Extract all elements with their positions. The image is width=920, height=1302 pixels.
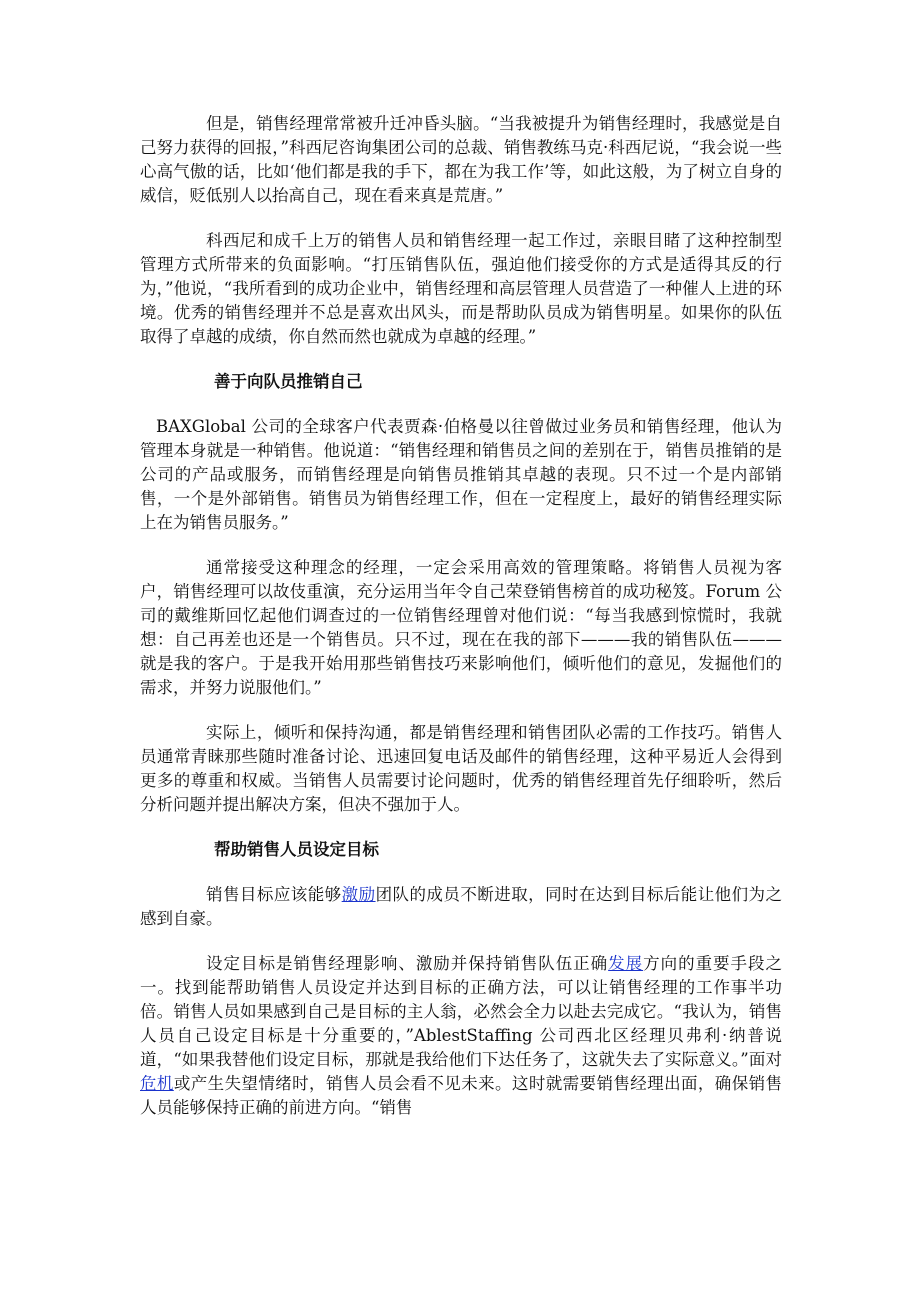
paragraph: BAXGlobal 公司的全球客户代表贾森·伯格曼以往曾做过业务员和销售经理，他认为管理本身就是一种销售。他说道：“销售经理和销售员之间的差别在于，销售员推销的是公司的产品或服务，而销售经理是向销售员推销其卓越的表现。只不过一个是内部销售，一个是外部销售。销售员为销售经理工作，但在一定程度上，最好的销售经理实际上在为销售员服务。”	[140, 417, 782, 532]
paragraph-text: 或产生失望情绪时，销售人员会看不见未来。这时就需要销售经理出面，确保销售人员能够保持正确的前进方向。“销售	[140, 1074, 783, 1117]
paragraph	[140, 952, 782, 1120]
paragraph-text: 设定目标是销售经理影响、激励并保持销售队伍正确	[206, 954, 609, 973]
document-body	[140, 112, 782, 1141]
paragraph	[140, 883, 782, 931]
paragraph: 实际上，倾听和保持沟通，都是销售经理和销售团队必需的工作技巧。销售人员通常青睐那些随时准备讨论、迅速回复电话及邮件的销售经理，这种平易近人会得到更多的尊重和权威。当销售人员需要讨论问题时，优秀的销售经理首先仔细聆听，然后分析问题并提出解决方案，但决不强加于人。	[140, 723, 782, 814]
paragraph: 通常接受这种理念的经理，一定会采用高效的管理策略。将销售人员视为客户，销售经理可以故伎重演，充分运用当年令自己荣登销售榜首的成功秘笈。Forum 公司的戴维斯回忆起他们调查过的一位销售经理曾对他们说：“每当我感到惊慌时，我就想：自己再差也还是一个销售员。只不过，现在在我的部下———我的销售队伍———就是我的客户。于是我开始用那些销售技巧来影响他们，倾听他们的意见，发掘他们的需求，并努力说服他们。”	[140, 558, 782, 697]
link-motivate[interactable]: 激励	[341, 885, 376, 904]
link-crisis[interactable]: 危机	[140, 1074, 174, 1093]
paragraph-text: 方向的重要手段之一。找到能帮助销售人员设定并达到目标的正确方法，可以让销售经理的工作事半功倍。销售人员如果感到自己是目标的主人翁，必然会全力以赴去完成它。“我认为，销售人员自己设定目标是十分重要的，”AblestStaffing 公司西北区经理贝弗利·纳普说道，“如果我替他们设定目标，那就是我给他们下达任务了，这就失去了实际意义。”面对	[140, 954, 782, 1069]
section-heading: 帮助销售人员设定目标	[214, 840, 379, 859]
paragraph: 但是，销售经理常常被升迁冲昏头脑。“当我被提升为销售经理时，我感觉是自己努力获得的回报，”科西尼咨询集团公司的总裁、销售教练马克·科西尼说，“我会说一些心高气傲的话，比如‘他们都是我的手下，都在为我工作’等，如此这般，为了树立自身的威信，贬低别人以抬高自己，现在看来真是荒唐。”	[140, 114, 782, 205]
link-development[interactable]: 发展	[608, 954, 644, 973]
paragraph-text: 销售目标应该能够	[206, 885, 342, 904]
paragraph: 科西尼和成千上万的销售人员和销售经理一起工作过，亲眼目睹了这种控制型管理方式所带来的负面影响。“打压销售队伍，强迫他们接受你的方式是适得其反的行为，”他说，“我所看到的成功企业中，销售经理和高层管理人员营造了一种催人上进的环境。优秀的销售经理并不总是喜欢出风头，而是帮助队员成为销售明星。如果你的队伍取得了卓越的成绩，你自然而然也就成为卓越的经理。”	[140, 231, 782, 346]
paragraph-text: 团队的成员不断进取，同时在达到目标后能让他们为之感到自豪。	[140, 885, 783, 928]
section-heading: 善于向队员推销自己	[214, 372, 363, 391]
